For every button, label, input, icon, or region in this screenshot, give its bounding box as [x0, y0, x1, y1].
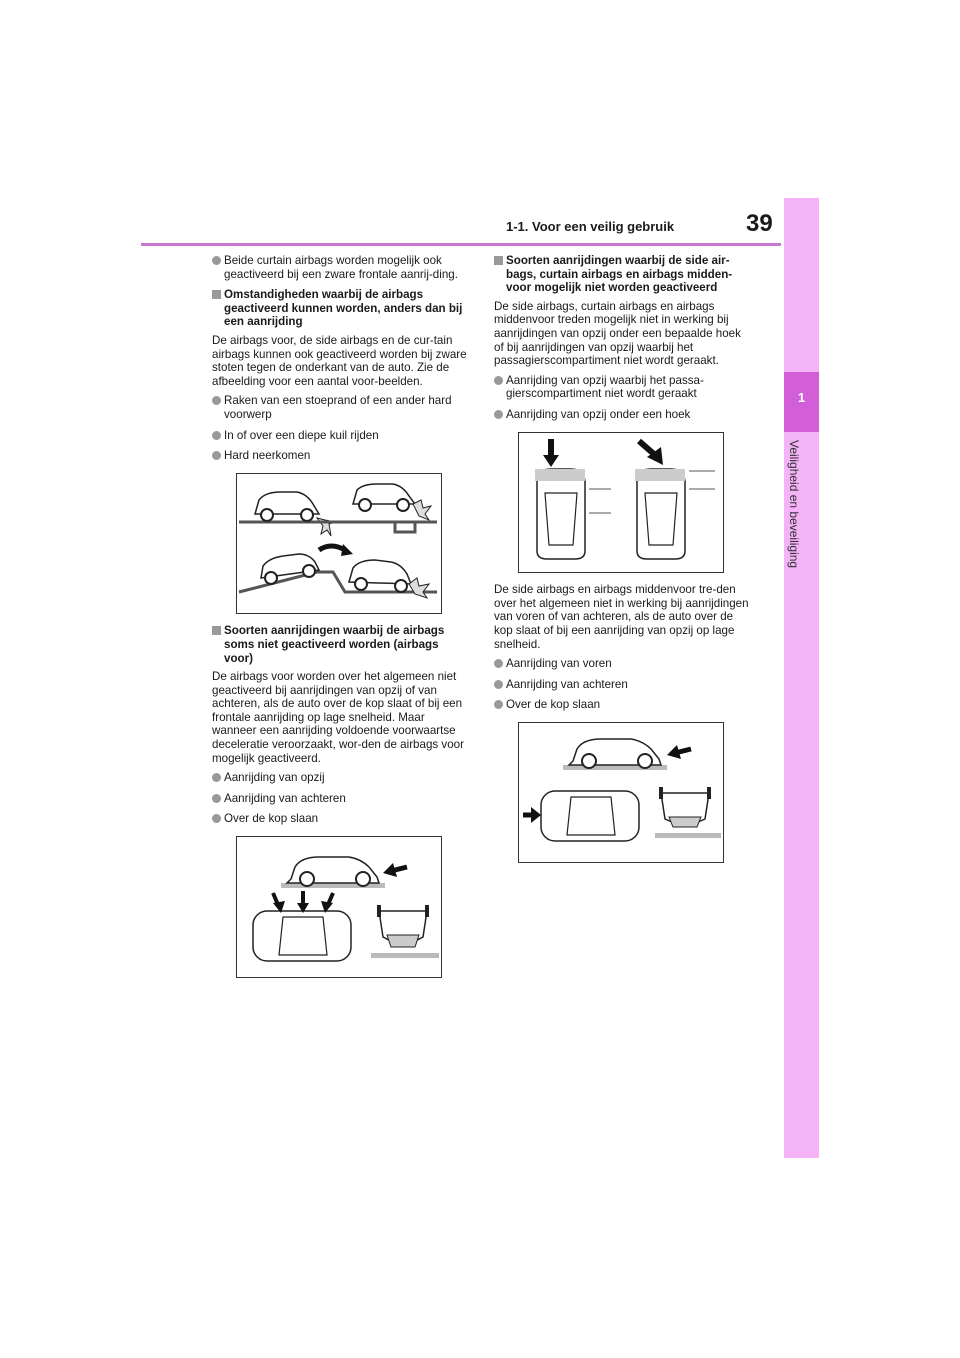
paragraph: De airbags voor worden over het algemeen niet geactiveerd bij aanrijdingen van opzij of van achteren, als de auto over de kop slaat of bij een frontale aanrijding op lage snelheid. Maar wanneer een aanrijding voldoende voorwaartse deceleratie veroorzaakt, wor-den de airbags voor mogelijk geactiveerd.: [212, 670, 464, 765]
side-impact-angles-illustration: [519, 433, 723, 569]
list-item: Aanrijding van voren: [494, 657, 750, 671]
section-title: 1-1. Voor een veilig gebruik: [506, 219, 675, 234]
list-item: Over de kop slaan: [212, 812, 468, 826]
right-column: [494, 254, 750, 873]
bullet-icon: [212, 814, 221, 823]
chapter-label: Veiligheid en beveiliging: [787, 440, 801, 569]
paragraph: De side airbags, curtain airbags en airbags middenvoor treden mogelijk niet in werking bij aanrijdingen van opzij onder een bepaalde hoek of bij aanrijdingen van opzij waarbij het passagierscompartiment niet wordt geraakt.: [494, 299, 741, 368]
bullet-icon: [494, 659, 503, 668]
list-item: Aanrijding van achteren: [494, 678, 750, 692]
side-impact-rear-illustration: [535, 439, 611, 559]
rear-impact-illustration: [563, 739, 691, 770]
undercarriage-impact-illustration: [237, 474, 441, 610]
chapter-number: 1: [797, 390, 806, 405]
figure-undercarriage-impacts: [236, 473, 442, 615]
list-item: Over de kop slaan: [494, 698, 750, 712]
bullet-icon: [212, 794, 221, 803]
figure-side-airbag-no-deploy: [518, 722, 724, 864]
bullet-icon: [212, 396, 221, 405]
bullet-icon: [494, 680, 503, 689]
bullet-icon: [494, 410, 503, 419]
side-impact-angle-illustration: [635, 441, 715, 559]
list-item: Aanrijding van achteren: [212, 792, 468, 806]
list-item: In of over een diepe kuil rijden: [212, 429, 468, 443]
bullet-icon: [212, 256, 221, 265]
section-heading: Soorten aanrijdingen waarbij de side air-bags, curtain airbags en airbags midden-voor mogelijk niet worden geactiveerd: [494, 254, 750, 295]
rear-impact-illustration: [281, 857, 407, 888]
list-item: Beide curtain airbags worden mogelijk ook geactiveerd bij een zware frontale aanrij-ding.: [212, 254, 468, 281]
square-bullet-icon: [212, 290, 221, 299]
bullet-icon: [494, 376, 503, 385]
front-rear-rollover-illustration: [519, 723, 723, 859]
bullet-icon: [494, 700, 503, 709]
list-item: Raken van een stoeprand of een ander hard voorwerp: [212, 394, 468, 421]
bullet-icon: [212, 451, 221, 460]
figure-side-impact-angles: [518, 432, 724, 574]
front-impact-top-view-illustration: [523, 791, 639, 841]
page-number: 39: [746, 210, 773, 237]
chapter-tab: [784, 198, 819, 1158]
list-item: Aanrijding van opzij waarbij het passa-gierscompartiment niet wordt geraakt: [494, 374, 750, 401]
list-item: Aanrijding van opzij onder een hoek: [494, 408, 750, 422]
bullet-icon: [212, 431, 221, 440]
car-hard-landing-illustration: [239, 544, 437, 598]
figure-front-airbag-no-deploy: [236, 836, 442, 978]
paragraph: De side airbags en airbags middenvoor tre-den over het algemeen niet in werking bij aanrijdingen van voren of van achteren, als de auto over de kop slaat of bij een aanrijding van opzij op lage snelheid.: [494, 583, 749, 651]
list-item: Aanrijding van opzij: [212, 771, 468, 785]
collision-types-illustration: [237, 837, 441, 973]
square-bullet-icon: [212, 626, 221, 635]
header-divider: [141, 243, 781, 246]
square-bullet-icon: [494, 256, 503, 265]
rollover-illustration: [655, 787, 721, 838]
bullet-icon: [212, 773, 221, 782]
car-pothole-illustration: [353, 484, 431, 532]
section-heading: Soorten aanrijdingen waarbij de airbags soms niet geactiveerd worden (airbags voor): [212, 624, 468, 665]
list-item: Hard neerkomen: [212, 449, 468, 463]
side-impact-top-view-illustration: [253, 891, 351, 961]
paragraph: De airbags voor, de side airbags en de cur-tain airbags kunnen ook geactiveerd worden bij zware stoten tegen de onderkant van de auto. Zie de afbeelding voor een aantal voor-beelden.: [212, 333, 467, 388]
left-column: [212, 254, 468, 988]
rollover-illustration: [371, 905, 439, 958]
section-heading: Omstandigheden waarbij de airbags geactiveerd kunnen worden, anders dan bij een aanrijding: [212, 288, 468, 329]
